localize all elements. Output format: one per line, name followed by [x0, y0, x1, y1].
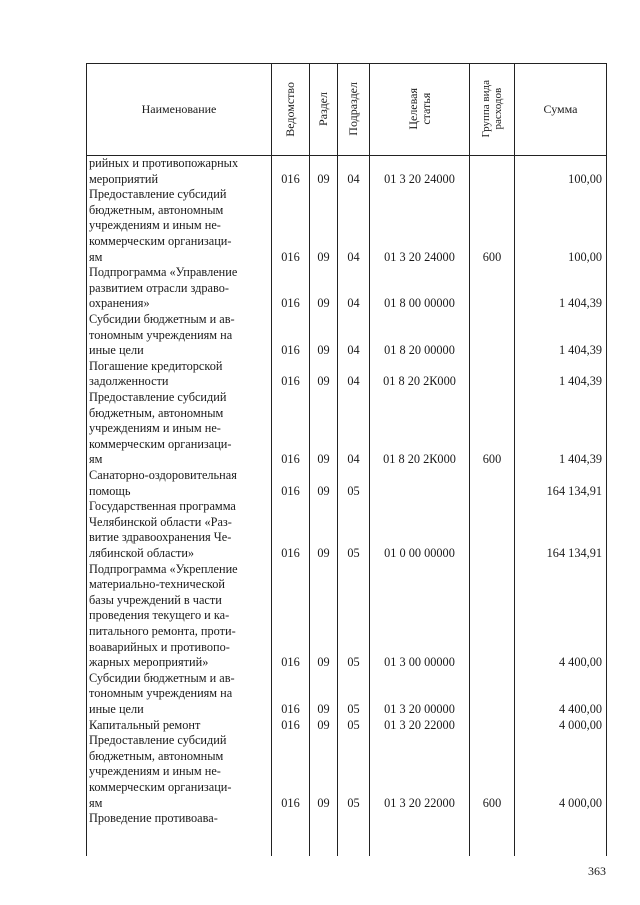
- table-row: [86, 733, 606, 811]
- row-vedomstvo: 016: [281, 374, 300, 389]
- row-name: Капитальный ремонт: [89, 717, 201, 732]
- header-celevaya-text: Целевая статья: [405, 88, 433, 130]
- row-summa: 1 404,39: [558, 343, 602, 358]
- row-name: Предоставление субсидий бюджетным, автономным учреждениям и иным не- коммерческим организаци- ям: [89, 187, 232, 264]
- row-summa: 1 404,39: [558, 452, 602, 467]
- row-name: Предоставление субсидий бюджетным, автономным учреждениям и иным не- коммерческим организаци- ям: [89, 733, 232, 810]
- row-celevaya: 01 8 20 2К000: [383, 374, 456, 389]
- page-number: 363: [588, 864, 606, 878]
- row-vedomstvo: 016: [281, 171, 300, 186]
- row-summa: 1 404,39: [558, 374, 602, 389]
- table-row: [86, 265, 606, 312]
- row-gruppa: 600: [482, 249, 502, 264]
- row-vedomstvo: 016: [281, 343, 300, 358]
- row-razdel: 09: [317, 343, 330, 358]
- row-gruppa: 600: [482, 452, 502, 467]
- row-summa: 100,00: [568, 171, 602, 186]
- table-row: [86, 468, 606, 499]
- row-name: Погашение кредиторской задолженности: [89, 358, 223, 389]
- row-podrazdel: 05: [347, 717, 360, 732]
- row-vedomstvo: 016: [281, 545, 300, 560]
- row-celevaya: 01 8 20 2К000: [383, 452, 456, 467]
- table-row: [86, 671, 606, 718]
- row-vedomstvo: 016: [281, 296, 300, 311]
- row-podrazdel: 05: [347, 545, 360, 560]
- row-name: Государственная программа Челябинской области «Раз- витие здравоохранения Че- лябинской области»: [89, 499, 236, 560]
- header-celevaya: [370, 63, 469, 155]
- header-gruppa-text: Группа вида расходов: [480, 80, 504, 138]
- row-razdel: 09: [317, 249, 330, 264]
- row-celevaya: 01 3 20 00000: [384, 701, 455, 716]
- row-gruppa: 600: [482, 795, 502, 810]
- row-summa: 164 134,91: [546, 545, 602, 560]
- row-vedomstvo: 016: [281, 795, 300, 810]
- row-celevaya: 01 3 20 24000: [384, 249, 455, 264]
- row-name: Подпрограмма «Укрепление материально-технической базы учреждений в части проведения текущего и ка- питального ремонта, проти- воаварийных и противопо- жарных мероприятий»: [89, 561, 238, 670]
- row-summa: 4 400,00: [558, 701, 602, 716]
- row-podrazdel: 04: [347, 452, 360, 467]
- row-razdel: 09: [317, 296, 330, 311]
- row-podrazdel: 05: [347, 655, 360, 670]
- row-name: Санаторно-оздоровительная помощь: [89, 468, 237, 498]
- row-razdel: 09: [317, 483, 330, 498]
- row-razdel: 09: [317, 701, 330, 716]
- table-row: [86, 359, 606, 390]
- row-podrazdel: 05: [347, 483, 360, 498]
- row-podrazdel: 04: [347, 374, 360, 389]
- header-vedomstvo-text: Ведомство: [283, 81, 297, 137]
- row-vedomstvo: 016: [281, 717, 300, 732]
- row-name: рийных и противопожарных мероприятий: [89, 156, 239, 186]
- row-podrazdel: 04: [347, 249, 360, 264]
- row-celevaya: 01 3 00 00000: [384, 655, 455, 670]
- header-name: [87, 63, 271, 155]
- header-name-text: Наименование: [141, 101, 217, 116]
- row-razdel: 09: [317, 171, 330, 186]
- table-row: [86, 718, 606, 734]
- row-razdel: 09: [317, 795, 330, 810]
- row-podrazdel: 04: [347, 171, 360, 186]
- row-vedomstvo: 016: [281, 483, 300, 498]
- row-podrazdel: 05: [347, 795, 360, 810]
- row-summa: 4 400,00: [558, 655, 602, 670]
- row-razdel: 09: [317, 717, 330, 732]
- row-summa: 100,00: [568, 249, 602, 264]
- row-name: Субсидии бюджетным и ав- тономным учреждениям на иные цели: [89, 670, 235, 716]
- col-border-right: [606, 63, 607, 856]
- table-row: [86, 390, 606, 468]
- row-podrazdel: 04: [347, 296, 360, 311]
- table-row: [86, 156, 606, 187]
- table-row: [86, 499, 606, 561]
- header-podrazdel: [338, 63, 369, 155]
- row-vedomstvo: 016: [281, 452, 300, 467]
- row-celevaya: 01 8 20 00000: [384, 343, 455, 358]
- row-summa: 4 000,00: [558, 717, 602, 732]
- header-vedomstvo: [272, 63, 309, 155]
- row-podrazdel: 05: [347, 701, 360, 716]
- row-name: Проведение противоава-: [89, 811, 218, 826]
- row-razdel: 09: [317, 452, 330, 467]
- row-podrazdel: 04: [347, 343, 360, 358]
- table-row: [86, 562, 606, 671]
- table-row: [86, 187, 606, 265]
- row-celevaya: 01 3 20 22000: [384, 717, 455, 732]
- row-vedomstvo: 016: [281, 655, 300, 670]
- row-vedomstvo: 016: [281, 701, 300, 716]
- header-podrazdel-text: Подраздел: [346, 82, 360, 136]
- row-summa: 4 000,00: [558, 795, 602, 810]
- header-gruppa: [470, 63, 514, 155]
- row-vedomstvo: 016: [281, 249, 300, 264]
- header-summa: [515, 63, 606, 155]
- row-name: Субсидии бюджетным и ав- тономным учреждениям на иные цели: [89, 312, 235, 358]
- header-razdel-text: Раздел: [316, 92, 330, 126]
- table-row: [86, 811, 606, 827]
- row-celevaya: 01 3 20 22000: [384, 795, 455, 810]
- row-celevaya: 01 3 20 24000: [384, 171, 455, 186]
- header-summa-text: Сумма: [543, 101, 578, 116]
- row-celevaya: 01 0 00 00000: [384, 545, 455, 560]
- header-razdel: [310, 63, 337, 155]
- row-summa: 1 404,39: [558, 296, 602, 311]
- row-name: Предоставление субсидий бюджетным, автономным учреждениям и иным не- коммерческим организаци- ям: [89, 390, 232, 467]
- row-razdel: 09: [317, 374, 330, 389]
- row-summa: 164 134,91: [546, 483, 602, 498]
- row-name: Подпрограмма «Управление развитием отрасли здраво- охранения»: [89, 265, 238, 311]
- row-celevaya: 01 8 00 00000: [384, 296, 455, 311]
- table-row: [86, 312, 606, 359]
- row-razdel: 09: [317, 545, 330, 560]
- row-razdel: 09: [317, 655, 330, 670]
